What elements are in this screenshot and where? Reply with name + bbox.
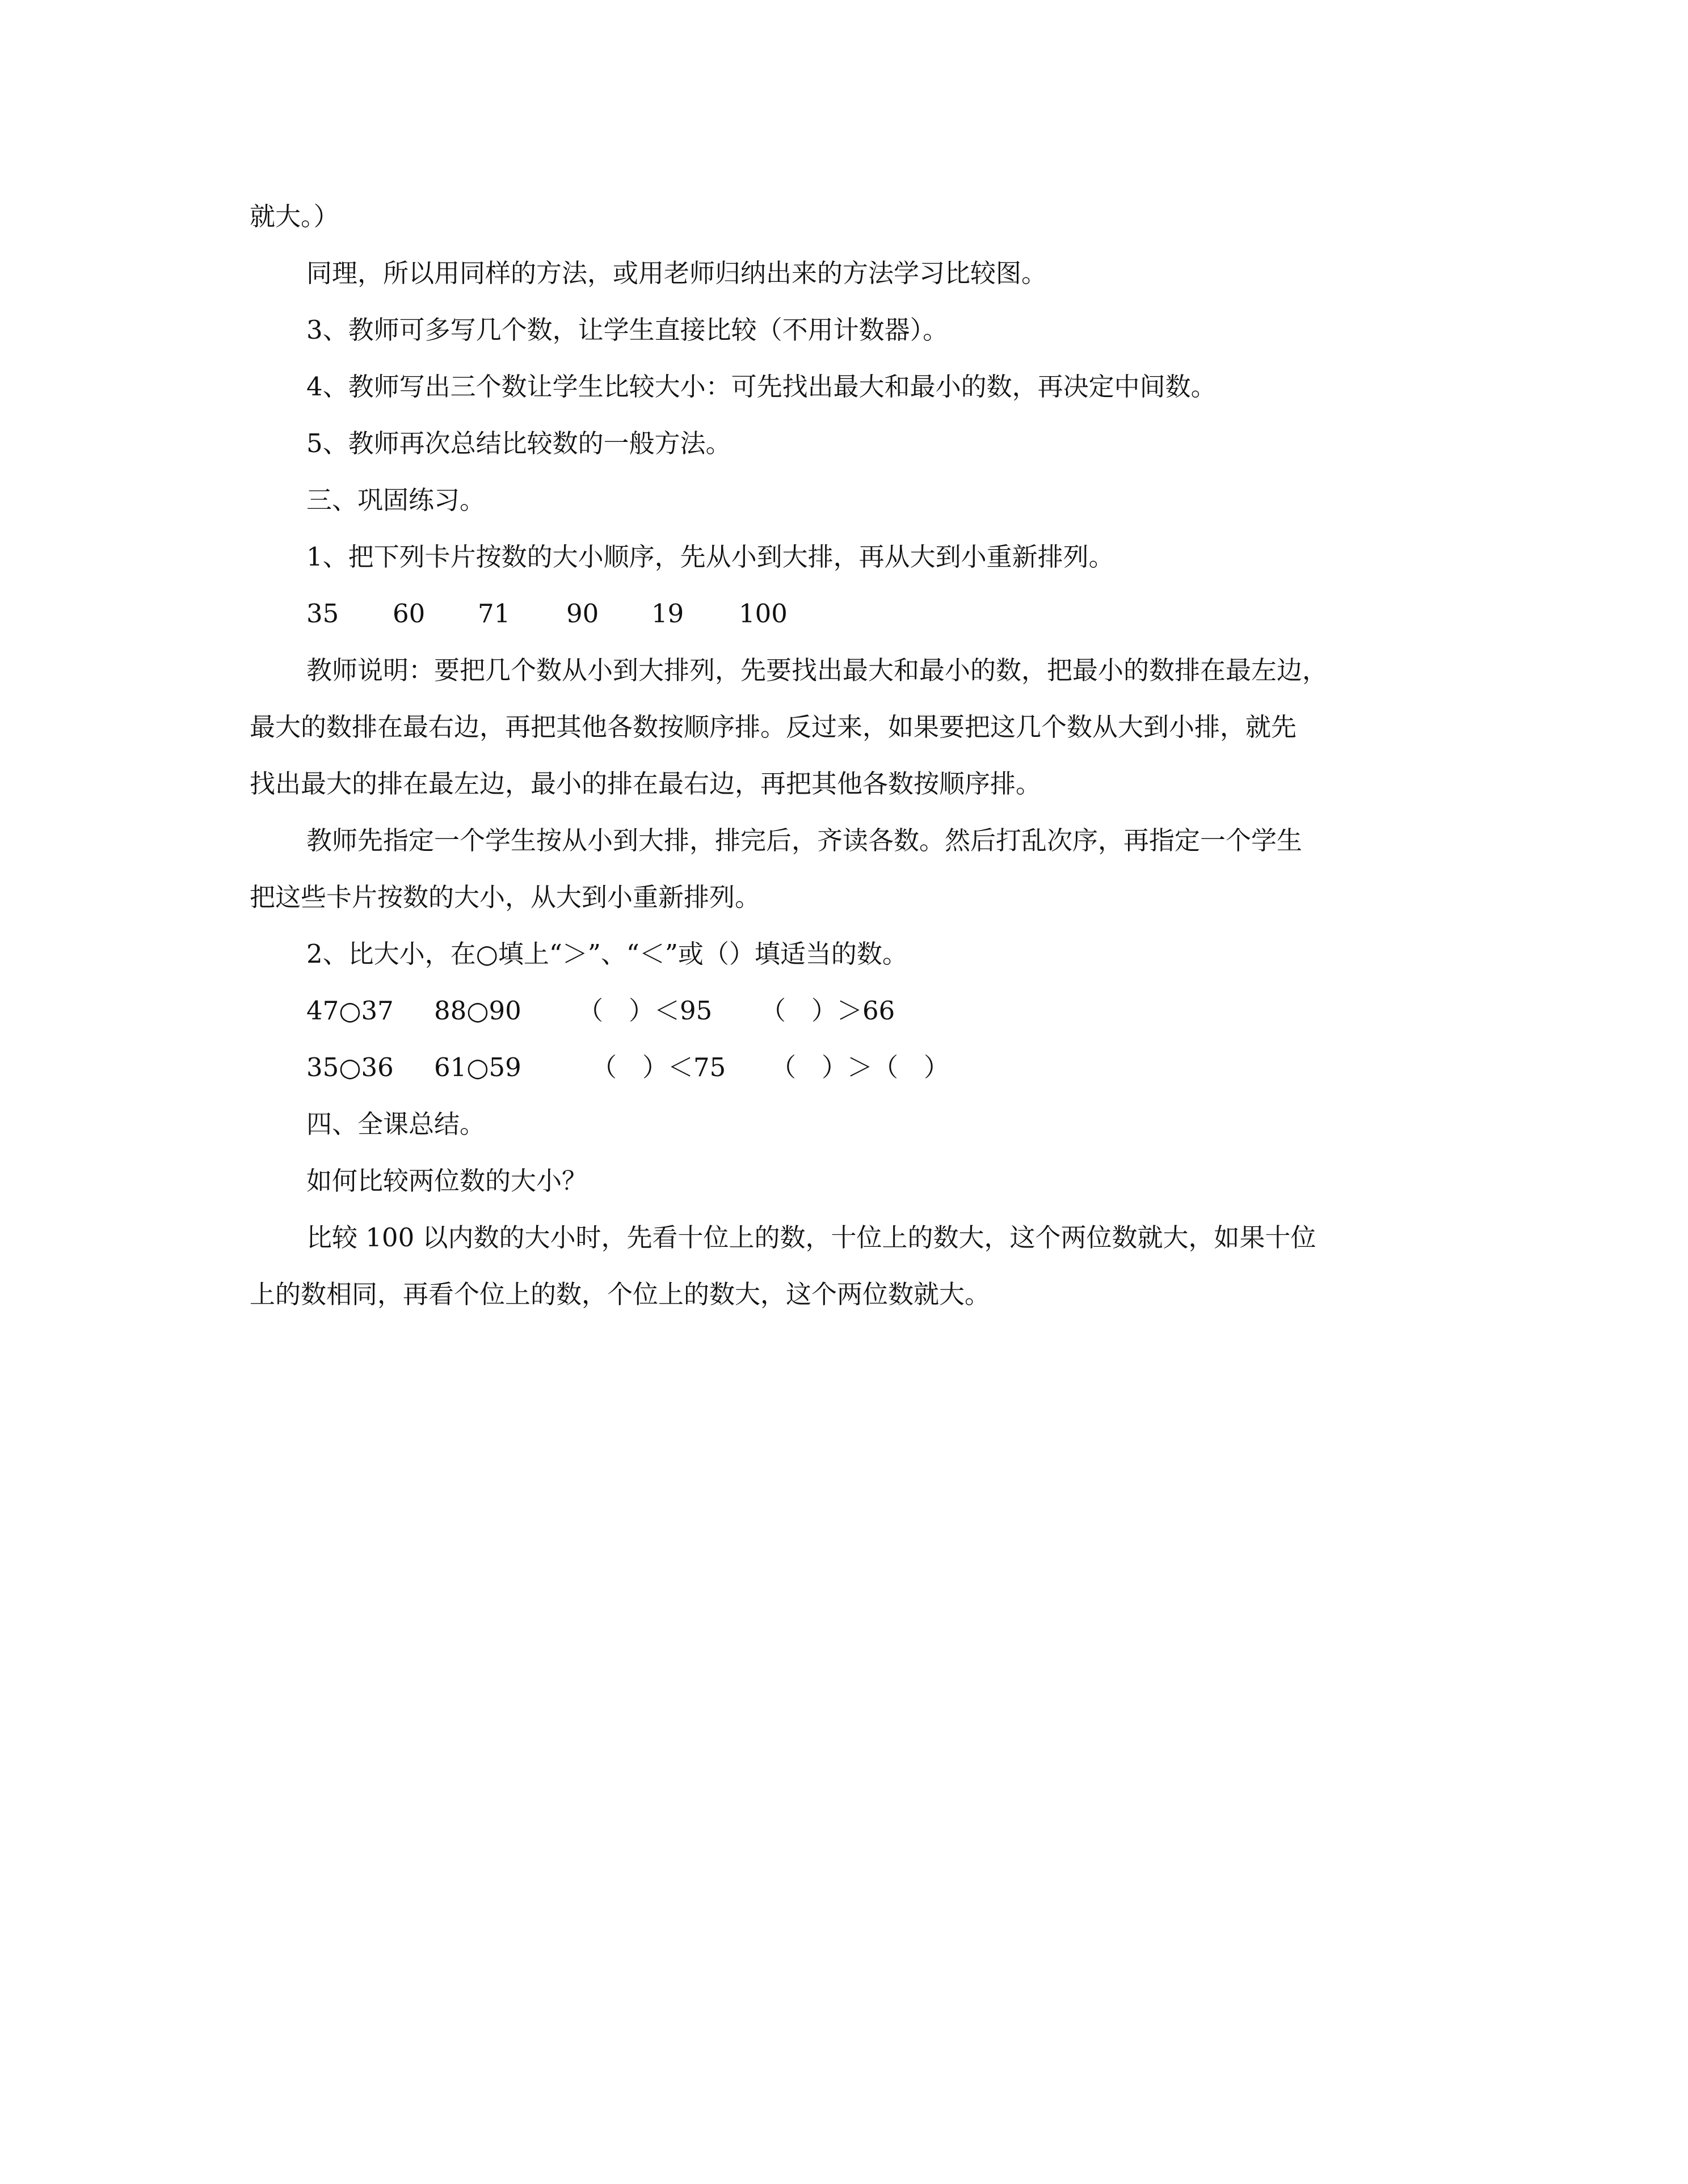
card-number-row — [306, 597, 874, 631]
card-number: 19 — [651, 598, 684, 629]
section-summary-heading: 四、全课总结。 — [306, 1109, 486, 1139]
explanation-line: 教师说明：要把几个数从小到大排列，先要找出最大和最小的数，把最小的数排在最左边， — [306, 655, 1328, 685]
teacher-instruction-line: 把这些卡片按数的大小，从大到小重新排列。 — [250, 882, 761, 912]
step-3: 3、教师可多写几个数，让学生直接比较（不用计数器）。 — [306, 315, 949, 345]
comparison-item: （ ）＞（ ） — [771, 1052, 950, 1082]
teacher-instruction-line: 教师先指定一个学生按从小到大排，排完后，齐读各数。然后打乱次序，再指定一个学生 — [306, 825, 1303, 855]
step-4: 4、教师写出三个数让学生比较大小：可先找出最大和最小的数，再决定中间数。 — [306, 372, 1216, 402]
summary-answer-line: 比较 100 以内数的大小时，先看十位上的数，十位上的数大，这个两位数就大，如果十位 — [306, 1222, 1316, 1253]
comparison-item: （ ）＜75 — [591, 1052, 726, 1082]
card-number: 71 — [478, 598, 511, 629]
comparison-item: （ ）＜95 — [578, 996, 713, 1026]
comparison-item: 35○36 — [306, 1052, 394, 1082]
comparison-item: （ ）＞66 — [760, 996, 895, 1026]
card-number: 90 — [566, 598, 599, 629]
exercise-row-2 — [306, 1051, 987, 1085]
comparison-item: 88○90 — [434, 996, 521, 1026]
comparison-item: 61○59 — [434, 1052, 521, 1082]
explanation-line: 找出最大的排在最左边，最小的排在最右边，再把其他各数按顺序排。 — [250, 769, 1042, 799]
explanation-line: 最大的数排在最右边，再把其他各数按顺序排。反过来，如果要把这几个数从大到小排，就先 — [250, 712, 1297, 742]
section-practice-heading: 三、巩固练习。 — [306, 485, 486, 515]
exercise-row-1 — [306, 994, 987, 1028]
step-5: 5、教师再次总结比较数的一般方法。 — [306, 428, 731, 458]
paragraph-continuation: 就大。） — [250, 201, 339, 231]
card-number: 35 — [306, 598, 339, 629]
summary-answer-line: 上的数相同，再看个位上的数，个位上的数大，这个两位数就大。 — [250, 1279, 991, 1309]
exercise-1-instruction: 1、把下列卡片按数的大小顺序，先从小到大排，再从大到小重新排列。 — [306, 542, 1114, 572]
exercise-2-instruction: 2、比大小，在○填上“＞”、“＜”或（）填适当的数。 — [306, 939, 908, 969]
summary-question: 如何比较两位数的大小？ — [306, 1166, 588, 1196]
paragraph-same-method: 同理，所以用同样的方法，或用老师归纳出来的方法学习比较图。 — [306, 258, 1047, 288]
card-number: 100 — [739, 598, 788, 629]
card-number: 60 — [393, 598, 426, 629]
comparison-item: 47○37 — [306, 996, 394, 1026]
